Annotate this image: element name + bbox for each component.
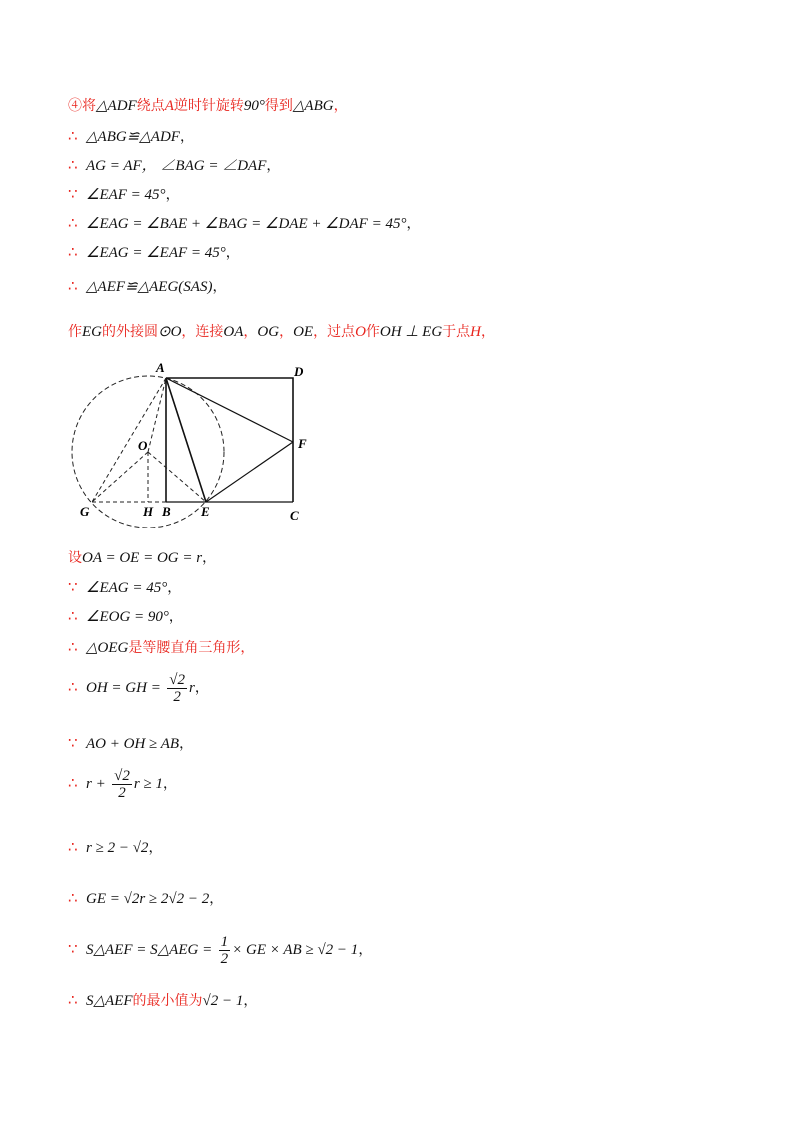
segment-oa xyxy=(148,378,166,452)
label-g: G xyxy=(80,504,90,519)
punct: ， xyxy=(202,550,217,566)
therefore-symbol: ∴ xyxy=(68,277,78,295)
punct: ， xyxy=(167,580,182,596)
math-expression: r + xyxy=(86,776,106,792)
therefore-symbol: ∴ xyxy=(68,774,78,792)
denominator: 2 xyxy=(220,950,229,967)
punct: ， xyxy=(168,609,183,625)
label-f: F xyxy=(298,436,307,451)
fraction xyxy=(167,672,187,705)
because-symbol: ∵ xyxy=(68,940,78,958)
proof2-line-6 xyxy=(68,733,193,754)
punct: ， xyxy=(243,993,258,1009)
punct: ， xyxy=(266,158,281,174)
math-angle-90: 90° xyxy=(243,98,265,114)
math-triangle-abg: △ABG xyxy=(292,98,334,114)
label-h: H xyxy=(143,504,154,519)
text: ， xyxy=(279,324,294,340)
segment-af xyxy=(166,378,293,442)
math-expression: ∠EAG = ∠BAE + ∠BAG = ∠DAE + ∠DAF = 45° xyxy=(86,216,407,232)
step-prefix: ④将 xyxy=(68,98,96,114)
fraction xyxy=(219,934,231,967)
geometry-figure xyxy=(60,358,320,528)
math-expression: r ≥ 1 xyxy=(133,776,163,792)
math-expression: r xyxy=(189,680,195,696)
math-expression: △ABG≌△ADF xyxy=(86,129,180,145)
math-h: H xyxy=(470,324,481,340)
proof-line-3 xyxy=(68,184,180,205)
text-minimum-value: 的最小值为 xyxy=(132,993,203,1009)
text-counterclockwise: 逆时针旋转 xyxy=(173,98,244,114)
text: ， xyxy=(243,324,258,340)
math-eg: EG xyxy=(82,324,102,340)
construction-statement xyxy=(68,322,495,342)
because-symbol: ∵ xyxy=(68,578,78,596)
text: ， xyxy=(481,324,495,340)
label-o: O xyxy=(138,438,148,453)
text-obtain: 得到 xyxy=(264,98,293,114)
math-expression: OA = OE = OG = r xyxy=(82,550,203,566)
punct: ， xyxy=(212,279,227,295)
rotation-statement xyxy=(68,96,348,116)
label-a: A xyxy=(156,360,165,375)
fraction xyxy=(112,768,132,801)
math-circle-o: ⊙O xyxy=(158,324,182,340)
math-expression: S△AEF = S△AEG = xyxy=(86,942,213,958)
proof2-line-10 xyxy=(68,932,372,967)
punct: ， xyxy=(406,216,421,232)
math-o: O xyxy=(355,324,366,340)
proof2-line-2 xyxy=(68,577,181,598)
label-d: D xyxy=(294,364,304,379)
math-expression: ∠EAF = 45° xyxy=(86,187,166,203)
proof-line-5 xyxy=(68,242,240,263)
proof2-line-7 xyxy=(68,766,177,801)
text-rotate-around: 绕点 xyxy=(136,98,165,114)
proof-line-6 xyxy=(68,276,226,297)
text: 于点 xyxy=(442,324,471,340)
proof2-line-3 xyxy=(68,606,183,627)
segment-ae xyxy=(166,378,206,502)
proof2-line-5 xyxy=(68,670,209,705)
math-expression: AO + OH ≥ AB xyxy=(86,736,180,752)
punct: ， xyxy=(148,840,163,856)
segment-ef xyxy=(206,442,293,502)
text: 作 xyxy=(365,324,380,340)
math-expression: S△AEF xyxy=(86,993,133,1009)
therefore-symbol: ∴ xyxy=(68,127,78,145)
math-triangle-adf: △ADF xyxy=(96,98,137,114)
therefore-symbol: ∴ xyxy=(68,678,78,696)
math-expression: ∠EOG = 90° xyxy=(86,609,169,625)
therefore-symbol: ∴ xyxy=(68,607,78,625)
punct: ， xyxy=(162,776,177,792)
proof2-line-11 xyxy=(68,990,257,1011)
label-b: B xyxy=(162,504,171,519)
numerator: √2 xyxy=(114,767,130,784)
math-expression: GE = √2r ≥ 2√2 − 2 xyxy=(86,891,210,907)
therefore-symbol: ∴ xyxy=(68,991,78,1009)
math-expression: △OEG xyxy=(86,640,129,656)
punct: ， xyxy=(333,98,348,114)
proof2-line-8 xyxy=(68,837,162,858)
text-let: 设 xyxy=(68,550,82,566)
because-symbol: ∵ xyxy=(68,185,78,203)
text: ，连接 xyxy=(181,324,224,340)
numerator: 1 xyxy=(220,933,229,950)
punct: ， xyxy=(358,942,373,958)
text-isosceles-right: 是等腰直角三角形， xyxy=(128,640,255,656)
proof2-line-1 xyxy=(68,548,216,568)
math-point-a: A xyxy=(164,98,174,114)
math-oh-perp-eg: OH ⊥ EG xyxy=(379,324,443,340)
therefore-symbol: ∴ xyxy=(68,889,78,907)
math-expression: ∠EAG = ∠EAF = 45° xyxy=(86,245,226,261)
label-c: C xyxy=(290,508,299,523)
numerator: √2 xyxy=(169,671,186,688)
math-oe: OE xyxy=(293,324,314,340)
math-expression: ∠EAG = 45° xyxy=(86,580,168,596)
therefore-symbol: ∴ xyxy=(68,156,78,174)
punct: ， xyxy=(179,736,194,752)
math-expression: AG = AF， ∠BAG = ∠DAF xyxy=(86,158,267,174)
math-og: OG xyxy=(257,324,280,340)
therefore-symbol: ∴ xyxy=(68,243,78,261)
punct: ， xyxy=(194,680,209,696)
therefore-symbol: ∴ xyxy=(68,638,78,656)
math-oa: OA xyxy=(223,324,244,340)
label-e: E xyxy=(201,504,210,519)
proof2-line-9 xyxy=(68,888,223,909)
punct: ， xyxy=(179,129,194,145)
denominator: 2 xyxy=(118,784,126,801)
text: 作 xyxy=(68,324,82,340)
punct: ， xyxy=(165,187,180,203)
therefore-symbol: ∴ xyxy=(68,214,78,232)
segment-ag xyxy=(92,378,166,502)
therefore-symbol: ∴ xyxy=(68,838,78,856)
proof2-line-4 xyxy=(68,637,254,658)
denominator: 2 xyxy=(173,688,181,705)
math-expression: r ≥ 2 − √2 xyxy=(86,840,149,856)
square-top-ad xyxy=(166,378,293,502)
because-symbol: ∵ xyxy=(68,734,78,752)
proof-line-2 xyxy=(68,155,280,176)
text: 的外接圆 xyxy=(102,324,158,340)
punct: ， xyxy=(209,891,224,907)
math-expression: × GE × AB ≥ √2 − 1 xyxy=(232,942,359,958)
text: ，过点 xyxy=(313,324,356,340)
math-expression: OH = GH = xyxy=(86,680,161,696)
segment-og xyxy=(92,452,148,502)
math-expression: √2 − 1 xyxy=(202,993,244,1009)
proof-line-1 xyxy=(68,126,194,147)
punct: ， xyxy=(225,245,240,261)
math-expression: △AEF≌△AEG(SAS) xyxy=(86,279,213,295)
proof-line-4 xyxy=(68,213,420,234)
